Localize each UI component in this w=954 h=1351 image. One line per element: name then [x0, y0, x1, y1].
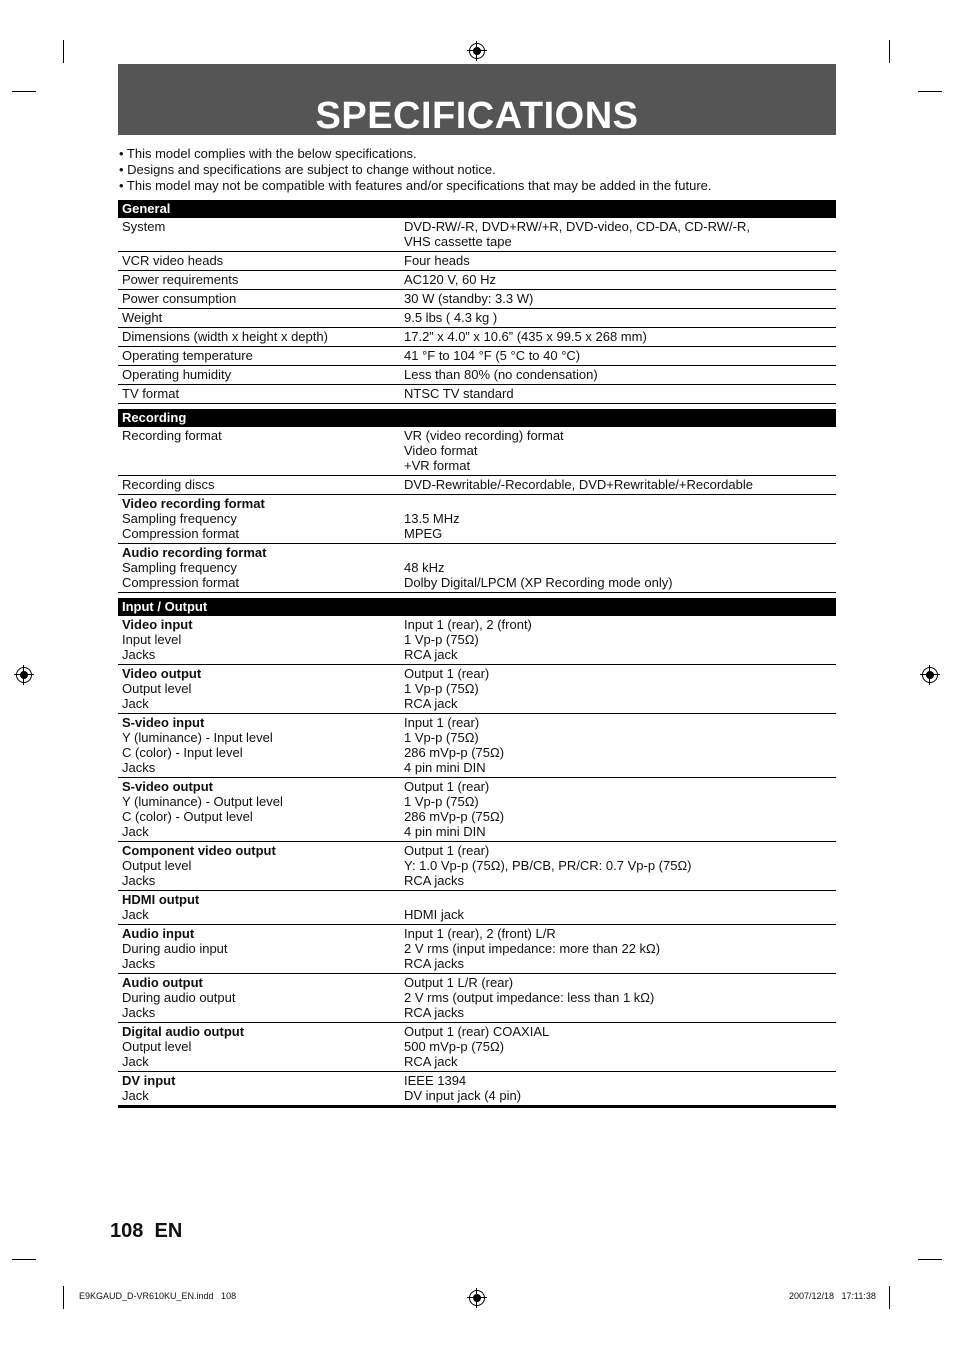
- row-label-line: VCR video heads: [122, 253, 224, 268]
- row-value-line: RCA jacks: [404, 1005, 464, 1020]
- section-heading: General: [118, 200, 836, 218]
- row-value: [404, 252, 836, 270]
- row-label-line: Y (luminance) - Input level: [122, 730, 273, 745]
- crop-mark: [63, 1286, 64, 1309]
- table-row: [118, 891, 836, 925]
- row-label-line: Input level: [122, 632, 182, 647]
- page-number: 108 EN: [110, 1220, 183, 1242]
- row-group-label: Digital audio output: [122, 1024, 245, 1039]
- registration-mark-icon: [16, 667, 32, 683]
- row-value: [404, 714, 836, 777]
- row-label: [118, 1072, 404, 1105]
- registration-mark-icon: [469, 1290, 485, 1306]
- row-label: [118, 842, 404, 890]
- row-value-line: Input 1 (rear), 2 (front) L/R: [404, 926, 556, 941]
- row-label: [118, 252, 404, 270]
- row-label-line: During audio input: [122, 941, 228, 956]
- row-label-line: During audio output: [122, 990, 236, 1005]
- row-value: [404, 385, 836, 403]
- title-band: [118, 64, 836, 135]
- row-value-line: [404, 892, 836, 907]
- row-value-line: IEEE 1394: [404, 1073, 467, 1088]
- row-value-line: Output 1 (rear): [404, 666, 490, 681]
- row-group-label: Audio output: [122, 975, 203, 990]
- row-value: [404, 271, 836, 289]
- row-label: [118, 714, 404, 777]
- row-label-line: C (color) - Output level: [122, 809, 253, 824]
- row-value-line: Dolby Digital/LPCM (XP Recording mode only): [404, 575, 673, 590]
- footer-file: E9KGAUD_D-VR610KU_EN.indd 108: [79, 1291, 237, 1301]
- table-row: [118, 309, 836, 328]
- row-label: [118, 891, 404, 924]
- row-value-line: 1 Vp-p (75Ω): [404, 632, 479, 647]
- row-group-label: S-video input: [122, 715, 205, 730]
- table-row: [118, 616, 836, 665]
- table-row: [118, 218, 836, 252]
- row-label-line: Jack: [122, 696, 149, 711]
- row-group-label: Component video output: [122, 843, 276, 858]
- row-value: [404, 366, 836, 384]
- row-value-line: 4 pin mini DIN: [404, 760, 486, 775]
- row-value-line: Four heads: [404, 253, 470, 268]
- crop-mark: [918, 1259, 942, 1260]
- table-row: [118, 544, 836, 593]
- row-label-line: Output level: [122, 681, 192, 696]
- row-label-line: Jack: [122, 824, 149, 839]
- row-label: [118, 347, 404, 365]
- row-value-line: VR (video recording) format: [404, 428, 564, 443]
- table-row: [118, 714, 836, 778]
- row-value: [404, 309, 836, 327]
- row-group-label: Video recording format: [122, 496, 265, 511]
- row-label-line: System: [122, 219, 166, 234]
- row-label-line: Jacks: [122, 956, 156, 971]
- row-value-line: 286 mVp-p (75Ω): [404, 809, 505, 824]
- row-group-label: Audio input: [122, 926, 195, 941]
- crop-mark: [889, 1286, 890, 1309]
- table-row: [118, 271, 836, 290]
- row-label-line: Dimensions (width x height x depth): [122, 329, 328, 344]
- row-value: [404, 495, 836, 543]
- row-label: [118, 328, 404, 346]
- row-value-line: 1 Vp-p (75Ω): [404, 681, 479, 696]
- row-label: [118, 616, 404, 664]
- row-label-line: Compression format: [122, 526, 240, 541]
- table-row: [118, 290, 836, 309]
- row-value-line: 1 Vp-p (75Ω): [404, 794, 479, 809]
- row-value-line: VHS cassette tape: [404, 234, 512, 249]
- row-value: [404, 842, 836, 890]
- row-label: [118, 366, 404, 384]
- row-value-line: DVD-RW/-R, DVD+RW/+R, DVD-video, CD-DA, CD-RW/-R,: [404, 219, 750, 234]
- row-label-line: Output level: [122, 858, 192, 873]
- row-label-line: Sampling frequency: [122, 560, 237, 575]
- table-row: [118, 665, 836, 714]
- row-label: [118, 271, 404, 289]
- row-value: [404, 328, 836, 346]
- row-value-line: RCA jack: [404, 1054, 458, 1069]
- row-label-line: Compression format: [122, 575, 240, 590]
- row-label-line: Jack: [122, 907, 149, 922]
- row-label-line: Jacks: [122, 760, 156, 775]
- row-label: [118, 665, 404, 713]
- row-value: [404, 974, 836, 1022]
- note-item: • This model complies with the below specifications.: [119, 146, 417, 161]
- table-row: [118, 476, 836, 495]
- notes-list: [119, 146, 839, 194]
- row-value-line: 2 V rms (output impedance: less than 1 kΩ): [404, 990, 655, 1005]
- row-value-line: 2 V rms (input impedance: more than 22 kΩ): [404, 941, 661, 956]
- note-item: • This model may not be compatible with features and/or specifications that may be added in the future.: [119, 178, 712, 193]
- table-row: [118, 385, 836, 404]
- row-value-line: 4 pin mini DIN: [404, 824, 486, 839]
- row-label: [118, 495, 404, 543]
- row-value-line: MPEG: [404, 526, 443, 541]
- row-group-label: DV input: [122, 1073, 176, 1088]
- table-row: [118, 974, 836, 1023]
- row-label-line: Output level: [122, 1039, 192, 1054]
- row-value-line: RCA jacks: [404, 873, 464, 888]
- row-value: [404, 1072, 836, 1105]
- crop-mark: [12, 91, 36, 92]
- row-value-line: Input 1 (rear): [404, 715, 480, 730]
- row-value-line: [404, 496, 836, 511]
- row-label-line: Jacks: [122, 647, 156, 662]
- row-label-line: Sampling frequency: [122, 511, 237, 526]
- row-label: [118, 1023, 404, 1071]
- row-label: [118, 218, 404, 251]
- row-value-line: [404, 545, 836, 560]
- section-heading: Input / Output: [118, 598, 836, 616]
- table-row: [118, 427, 836, 476]
- row-label-line: Power requirements: [122, 272, 239, 287]
- row-label: [118, 974, 404, 1022]
- row-label: [118, 476, 404, 494]
- row-value-line: 13.5 MHz: [404, 511, 460, 526]
- note-item: • Designs and specifications are subject to change without notice.: [119, 162, 496, 177]
- row-value-line: HDMI jack: [404, 907, 464, 922]
- row-value-line: 17.2” x 4.0” x 10.6” (435 x 99.5 x 268 mm): [404, 329, 647, 344]
- row-value: [404, 476, 836, 494]
- row-value: [404, 218, 836, 251]
- registration-mark-icon: [469, 43, 485, 59]
- specifications-table: [118, 200, 836, 1108]
- table-row: [118, 1023, 836, 1072]
- row-label: [118, 544, 404, 592]
- row-value-line: Output 1 L/R (rear): [404, 975, 514, 990]
- row-value-line: RCA jack: [404, 696, 458, 711]
- row-label-line: Operating temperature: [122, 348, 253, 363]
- row-label-line: Jacks: [122, 1005, 156, 1020]
- table-row: [118, 252, 836, 271]
- table-row: [118, 328, 836, 347]
- row-label-line: C (color) - Input level: [122, 745, 243, 760]
- row-group-label: Video output: [122, 666, 202, 681]
- row-label-line: Recording format: [122, 428, 222, 443]
- row-value-line: 48 kHz: [404, 560, 445, 575]
- row-label-line: Y (luminance) - Output level: [122, 794, 283, 809]
- row-value-line: Output 1 (rear): [404, 843, 490, 858]
- row-value-line: Y: 1.0 Vp-p (75Ω), PB/CB, PR/CR: 0.7 Vp-p (75Ω): [404, 858, 692, 873]
- table-row: [118, 842, 836, 891]
- crop-mark: [12, 1259, 36, 1260]
- page-title: SPECIFICATIONS: [315, 95, 639, 137]
- row-value-line: 41 °F to 104 °F (5 °C to 40 °C): [404, 348, 581, 363]
- row-value-line: +VR format: [404, 458, 471, 473]
- row-value: [404, 347, 836, 365]
- row-value: [404, 925, 836, 973]
- row-value-line: Less than 80% (no condensation): [404, 367, 598, 382]
- table-row: [118, 1072, 836, 1108]
- row-label-line: Recording discs: [122, 477, 215, 492]
- row-label-line: Jacks: [122, 873, 156, 888]
- row-value-line: Output 1 (rear) COAXIAL: [404, 1024, 550, 1039]
- row-label-line: Operating humidity: [122, 367, 232, 382]
- row-value-line: Input 1 (rear), 2 (front): [404, 617, 532, 632]
- registration-mark-icon: [922, 667, 938, 683]
- table-row: [118, 347, 836, 366]
- table-row: [118, 778, 836, 842]
- footer-date: 2007/12/18 17:11:38: [789, 1291, 876, 1301]
- row-value: [404, 665, 836, 713]
- row-label-line: Weight: [122, 310, 163, 325]
- row-label: [118, 925, 404, 973]
- row-label-line: TV format: [122, 386, 180, 401]
- row-value-line: NTSC TV standard: [404, 386, 514, 401]
- row-label: [118, 778, 404, 841]
- row-value: [404, 1023, 836, 1071]
- row-group-label: S-video output: [122, 779, 213, 794]
- crop-mark: [889, 40, 890, 63]
- row-value-line: 500 mVp-p (75Ω): [404, 1039, 505, 1054]
- row-value: [404, 290, 836, 308]
- row-value-line: 9.5 lbs ( 4.3 kg ): [404, 310, 498, 325]
- row-label: [118, 309, 404, 327]
- row-value: [404, 427, 836, 475]
- row-value-line: RCA jack: [404, 647, 458, 662]
- row-label-line: Power consumption: [122, 291, 237, 306]
- row-value-line: 30 W (standby: 3.3 W): [404, 291, 534, 306]
- row-value-line: 1 Vp-p (75Ω): [404, 730, 479, 745]
- row-group-label: Audio recording format: [122, 545, 267, 560]
- row-value: [404, 616, 836, 664]
- row-label: [118, 290, 404, 308]
- table-row: [118, 495, 836, 544]
- crop-mark: [918, 91, 942, 92]
- row-value-line: DVD-Rewritable/-Recordable, DVD+Rewritable/+Recordable: [404, 477, 753, 492]
- section-heading: Recording: [118, 409, 836, 427]
- row-label: [118, 385, 404, 403]
- crop-mark: [63, 40, 64, 63]
- row-label-line: Jack: [122, 1054, 149, 1069]
- row-value-line: RCA jacks: [404, 956, 464, 971]
- row-value-line: 286 mVp-p (75Ω): [404, 745, 505, 760]
- row-value: [404, 891, 836, 924]
- row-label: [118, 427, 404, 475]
- row-value: [404, 778, 836, 841]
- row-group-label: HDMI output: [122, 892, 200, 907]
- row-group-label: Video input: [122, 617, 193, 632]
- table-row: [118, 925, 836, 974]
- row-value: [404, 544, 836, 592]
- table-row: [118, 366, 836, 385]
- row-value-line: DV input jack (4 pin): [404, 1088, 522, 1103]
- row-value-line: AC120 V, 60 Hz: [404, 272, 497, 287]
- row-value-line: Video format: [404, 443, 478, 458]
- row-label-line: Jack: [122, 1088, 149, 1103]
- row-value-line: Output 1 (rear): [404, 779, 490, 794]
